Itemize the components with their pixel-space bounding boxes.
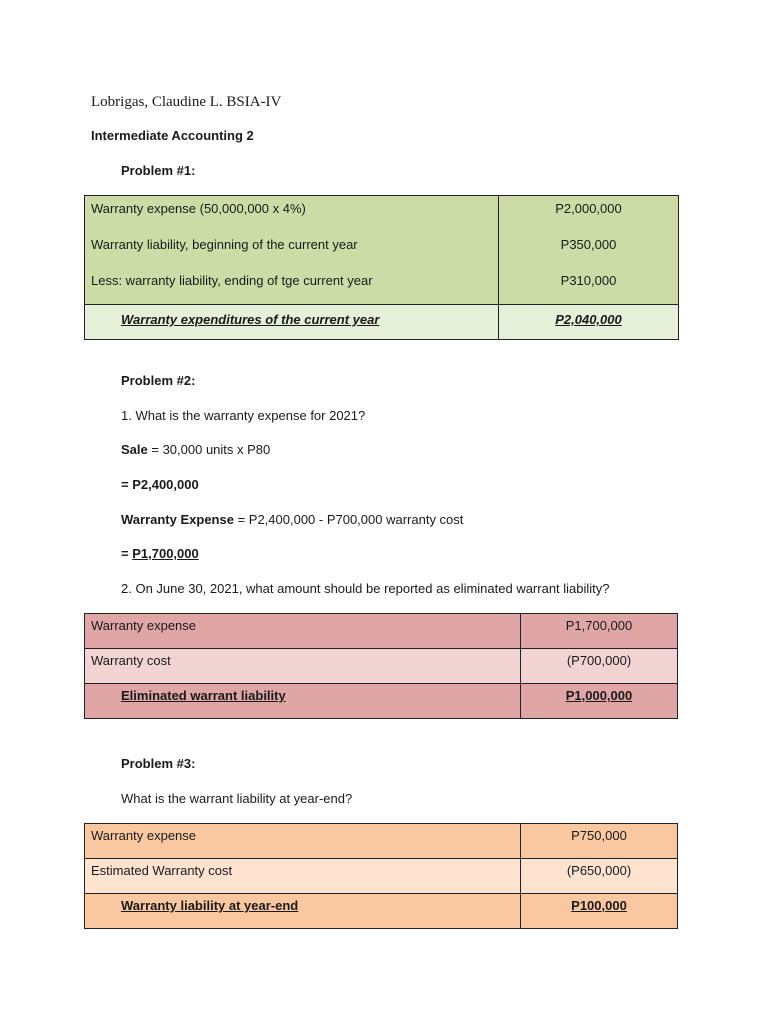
row-value: (P700,000) [521, 649, 678, 684]
problem2-question1: 1. What is the warranty expense for 2021? [121, 408, 366, 423]
total-label: Eliminated warrant liability [85, 684, 521, 719]
problem1-table [84, 195, 679, 340]
expense-result-line [121, 546, 199, 561]
total-value: P2,040,000 [499, 305, 679, 340]
total-value: P1,000,000 [521, 684, 678, 719]
course-title: Intermediate Accounting 2 [91, 128, 254, 143]
expense-result: P1,700,000 [132, 546, 199, 561]
table-row [85, 614, 678, 649]
problem2-title: Problem #2: [121, 373, 196, 388]
problem3-title: Problem #3: [121, 756, 196, 771]
sale-expression: = 30,000 units x P80 [147, 442, 271, 457]
expense-label: Warranty Expense [121, 512, 234, 527]
student-name: Lobrigas, Claudine L. BSIA-IV [91, 94, 282, 110]
row-value: P1,700,000 [521, 614, 678, 649]
row-label: Less: warranty liability, ending of tge current year [85, 268, 499, 305]
total-label: Warranty expenditures of the current year [85, 305, 499, 340]
table-row [85, 196, 679, 233]
table-row [85, 649, 678, 684]
total-row [85, 684, 678, 719]
row-label: Warranty cost [85, 649, 521, 684]
row-label: Warranty liability, beginning of the current year [85, 232, 499, 268]
total-label: Warranty liability at year-end [85, 894, 521, 929]
total-value: P100,000 [521, 894, 678, 929]
expense-equals: = [121, 546, 133, 561]
problem2-question2: 2. On June 30, 2021, what amount should be reported as eliminated warrant liability? [121, 581, 610, 596]
row-value: P350,000 [499, 232, 679, 268]
table-row [85, 232, 679, 268]
row-label: Estimated Warranty cost [85, 859, 521, 894]
total-row [85, 894, 678, 929]
row-label: Warranty expense [85, 614, 521, 649]
problem3-table [84, 823, 678, 929]
row-value: (P650,000) [521, 859, 678, 894]
table-row [85, 859, 678, 894]
problem1-title: Problem #1: [121, 163, 196, 178]
sale-label: Sale [121, 442, 148, 457]
row-value: P750,000 [521, 824, 678, 859]
sale-result: = P2,400,000 [121, 477, 199, 492]
row-label: Warranty expense (50,000,000 x 4%) [85, 196, 499, 233]
problem3-question: What is the warrant liability at year-end? [121, 791, 353, 806]
row-value: P310,000 [499, 268, 679, 305]
table-row [85, 824, 678, 859]
total-row [85, 305, 679, 340]
row-label: Warranty expense [85, 824, 521, 859]
expense-line [121, 512, 463, 527]
row-value: P2,000,000 [499, 196, 679, 233]
sale-line [121, 442, 270, 457]
expense-expression: = P2,400,000 - P700,000 warranty cost [233, 512, 464, 527]
table-row [85, 268, 679, 305]
problem2-table [84, 613, 678, 719]
